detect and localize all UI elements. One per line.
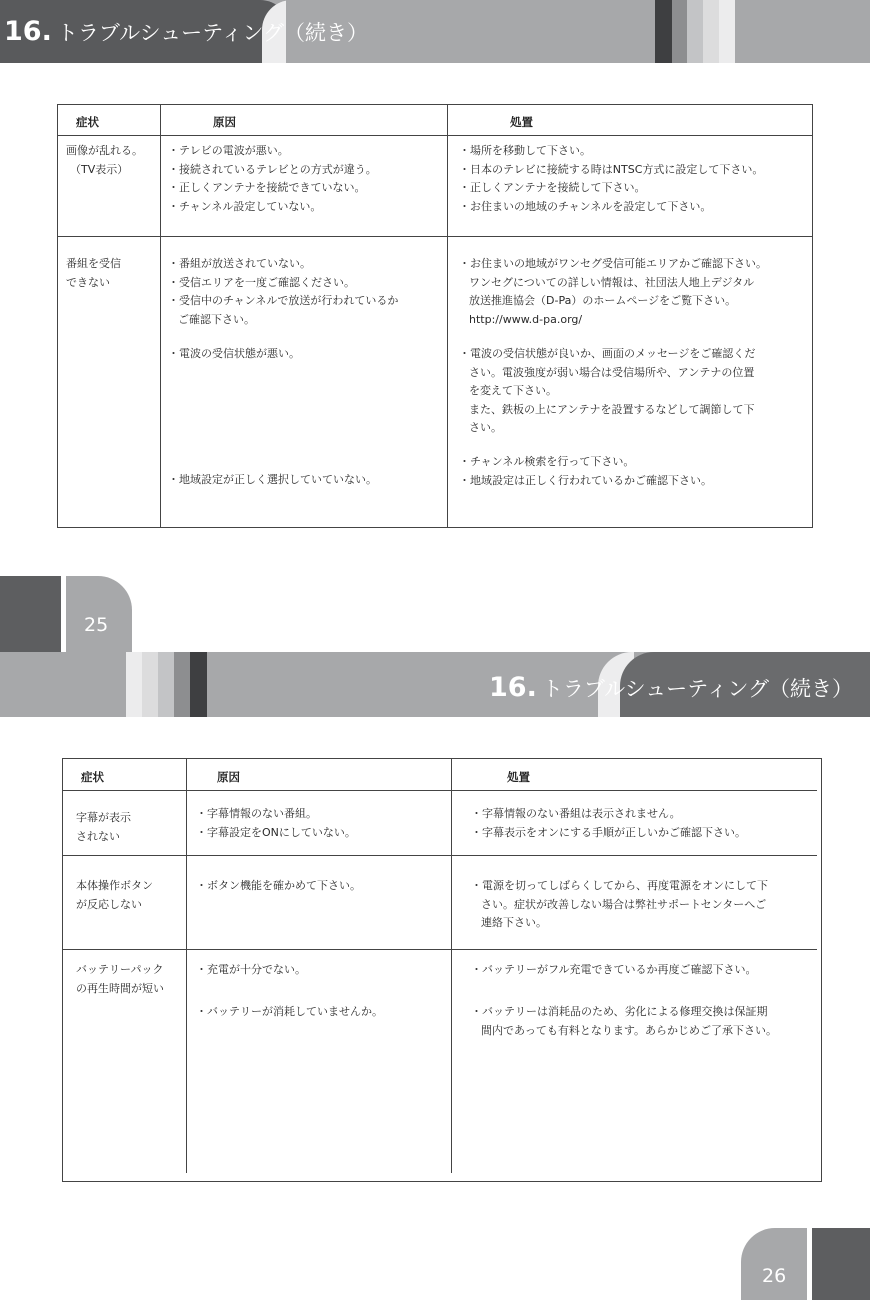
page25-section-title-text: トラブルシューティング（続き）	[56, 21, 369, 45]
row2-symptom: 番組を受信 できない	[66, 257, 121, 289]
p26-row3-remedy1: ・バッテリーがフル充電できているか再度ご確認下さい。	[471, 963, 757, 976]
page25-header-band	[0, 0, 870, 63]
p26-row1-remedies: ・字幕情報のない番組は表示されません。 ・字幕表示をオンにする手順が正しいかご確認下さい。	[471, 807, 746, 839]
page26-header-band	[0, 652, 870, 717]
col-header-cause: 原因	[213, 115, 236, 129]
page26-number: 26	[762, 1265, 787, 1287]
page25-number: 25	[84, 614, 109, 636]
page26-header-stripes	[126, 652, 207, 717]
col-header-symptom: 症状	[76, 115, 99, 129]
row2-remedies-block3: ・チャンネル検索を行って下さい。 ・地域設定は正しく行われているかご確認下さい。	[459, 455, 712, 487]
page25-section-number: 16.	[4, 16, 52, 47]
page26-number-block	[741, 1228, 807, 1300]
page26-troubleshoot-table	[62, 758, 822, 1182]
page25-section-title	[4, 16, 368, 47]
row2-causes-block2: ・電波の受信状態が悪い。	[168, 347, 300, 360]
page26-section-title-text: トラブルシューティング（続き）	[541, 677, 854, 701]
page25-header-stripes	[655, 0, 735, 63]
page26-section-number: 16.	[489, 672, 537, 703]
page25-troubleshoot-table	[57, 104, 813, 528]
row1-causes: ・テレビの電波が悪い。 ・接続されているテレビとの方式が違う。 ・正しくアンテナを接続できていない。 ・チャンネル設定していない。	[168, 144, 377, 213]
row1-symptom: 画像が乱れる。 （TV表示）	[66, 144, 143, 176]
col-header-cause: 原因	[217, 770, 240, 784]
p26-row1-symptom: 字幕が表示 されない	[76, 811, 131, 843]
p26-row3-cause1: ・充電が十分でない。	[196, 963, 306, 976]
row2-causes-block1: ・番組が放送されていない。 ・受信エリアを一度ご確認ください。 ・受信中のチャンネルで放送が行われているか ご確認下さい。	[168, 257, 399, 326]
p26-row2-causes: ・ボタン機能を確かめて下さい。	[196, 879, 361, 892]
page26-section-title	[489, 672, 853, 703]
row2-remedies-block2: ・電波の受信状態が良いか、画面のメッセージをご確認くだ さい。電波強度が弱い場合は受信場所や、アンテナの位置 を変えて下さい。 また、鉄板の上にアンテナを設置するなどして調節して下 さい。	[459, 347, 756, 434]
col-header-remedy: 処置	[510, 115, 533, 129]
col-header-remedy: 処置	[507, 770, 530, 784]
row2-causes-block3: ・地域設定が正しく選択していていない。	[168, 473, 377, 486]
row2-remedies-block1: ・お住まいの地域がワンセグ受信可能エリアかご確認下さい。 ワンセグについての詳しい情報は、社団法人地上デジタル 放送推進協会（D-Pa）のホームページをご覧下さい。 http://www.d-pa.org/	[459, 255, 767, 329]
dpa-url: http://www.d-pa.org/	[469, 312, 583, 326]
page26-number-dark-block	[812, 1228, 870, 1300]
page25-number-dark-block	[0, 576, 61, 652]
p26-row3-cause2: ・バッテリーが消耗していませんか。	[196, 1005, 383, 1018]
row1-remedies: ・場所を移動して下さい。 ・日本のテレビに接続する時はNTSC方式に設定して下さい。 ・正しくアンテナを接続して下さい。 ・お住まいの地域のチャンネルを設定して下さい。	[459, 144, 764, 213]
p26-row1-causes: ・字幕情報のない番組。 ・字幕設定をONにしていない。	[196, 807, 356, 839]
p26-row2-symptom: 本体操作ボタン が反応しない	[76, 879, 153, 911]
col-header-symptom: 症状	[81, 770, 104, 784]
p26-row3-symptom: バッテリーパック の再生時間が短い	[76, 963, 164, 995]
p26-row2-remedies: ・電源を切ってしばらくしてから、再度電源をオンにして下 さい。症状が改善しない場合は弊社サポートセンターへご 連絡下さい。	[471, 879, 768, 929]
p26-row3-remedy2: ・バッテリーは消耗品のため、劣化による修理交換は保証期 間内であっても有料となります。あらかじめご了承下さい。	[471, 1005, 778, 1037]
